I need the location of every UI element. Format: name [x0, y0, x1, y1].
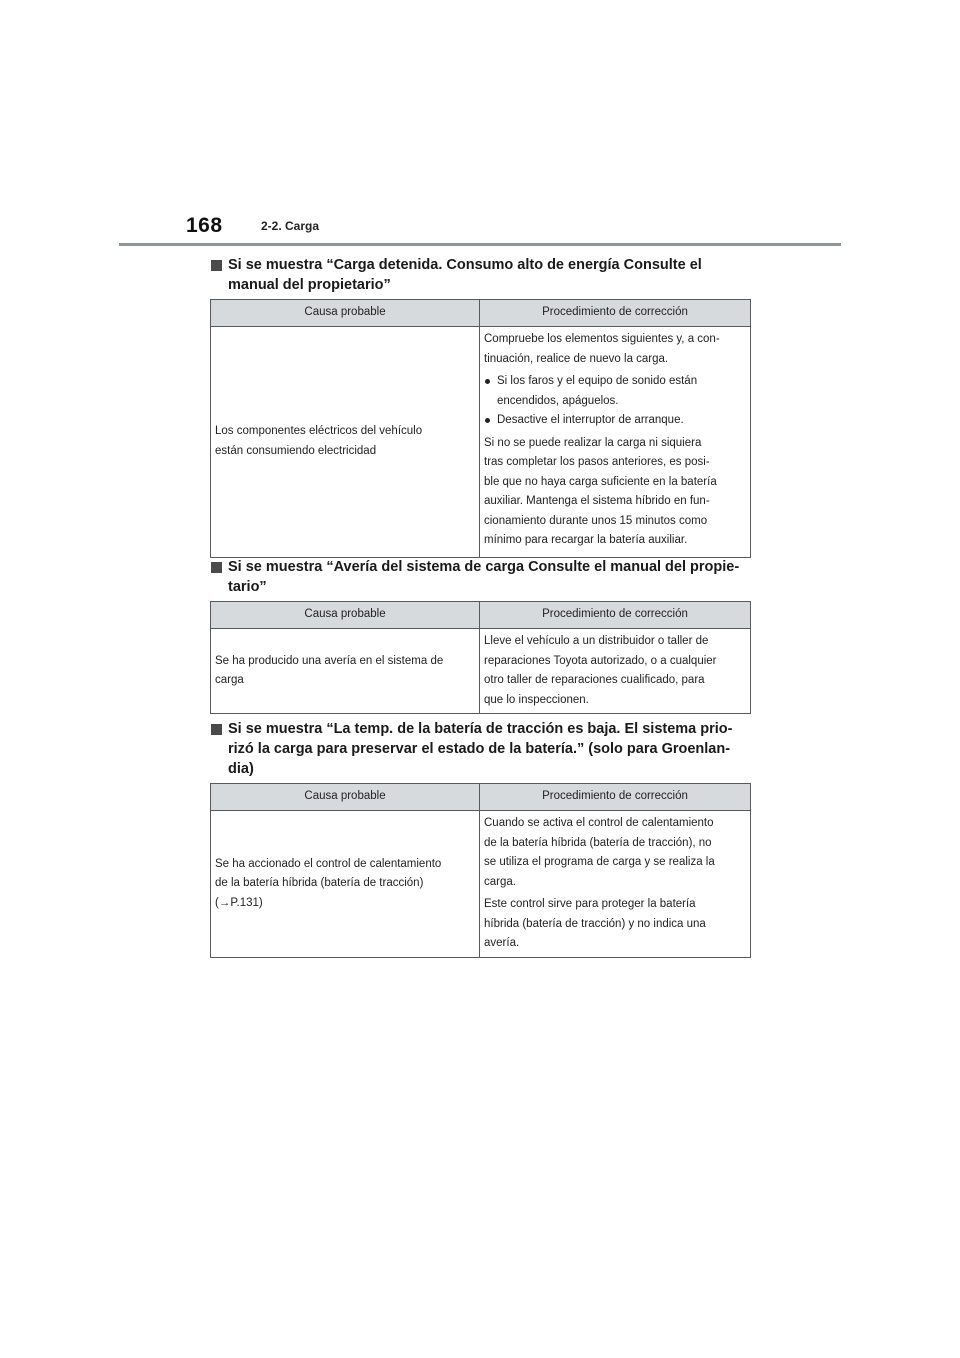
- procedure-cell: [480, 629, 751, 714]
- table-carga-detenida: [210, 299, 751, 558]
- cause-line: Los componentes eléctricos del vehículo: [215, 425, 423, 438]
- procedure-line: Cuando se activa el control de calentamiento: [484, 817, 714, 829]
- procedure-cell: [480, 811, 751, 958]
- heading-line: dia): [228, 761, 254, 777]
- column-header-procedure: Procedimiento de corrección: [480, 602, 751, 629]
- procedure-line: tras completar los pasos anteriores, es posi-: [484, 456, 710, 468]
- section-heading-3: [211, 719, 756, 779]
- square-bullet-icon: [211, 562, 222, 573]
- column-header-cause: Causa probable: [211, 602, 480, 629]
- heading-line: Si se muestra “Avería del sistema de carga Consulte el manual del propie-: [228, 559, 740, 575]
- heading-line: rizó la carga para preservar el estado de la batería.” (solo para Groenlan-: [228, 741, 731, 757]
- heading-line: manual del propietario”: [228, 277, 391, 293]
- bullet-line: encendidos, apáguelos.: [497, 394, 619, 407]
- table-row: [211, 811, 751, 958]
- table-header-row: [211, 602, 751, 629]
- procedure-line: que lo inspeccionen.: [484, 693, 589, 706]
- bullet-item: [484, 372, 746, 411]
- column-header-cause: Causa probable: [211, 300, 480, 327]
- section-heading-1: [211, 255, 756, 295]
- cause-line: Se ha accionado el control de calentamiento: [215, 857, 442, 870]
- header-divider: [119, 243, 841, 246]
- column-header-procedure: Procedimiento de corrección: [480, 300, 751, 327]
- cause-line-page-reference[interactable]: (→P.131): [215, 896, 263, 909]
- procedure-line: avería.: [484, 937, 520, 949]
- cause-cell: [211, 327, 480, 558]
- procedure-cell: [480, 327, 751, 558]
- bullet-line: Si los faros y el equipo de sonido están: [497, 375, 698, 387]
- procedure-line: Compruebe los elementos siguientes y, a con-: [484, 333, 720, 345]
- square-bullet-icon: [211, 260, 222, 271]
- bullet-item: [484, 411, 746, 431]
- procedure-line: tinuación, realice de nuevo la carga.: [484, 352, 669, 365]
- table-row: [211, 629, 751, 714]
- cause-line: de la batería híbrida (batería de tracción): [215, 877, 424, 889]
- procedure-line: reparaciones Toyota autorizado, o a cualquier: [484, 654, 717, 667]
- heading-line: tario”: [228, 579, 267, 595]
- table-header-row: [211, 300, 751, 327]
- procedure-line: mínimo para recargar la batería auxiliar.: [484, 534, 688, 546]
- cause-line: carga: [215, 674, 244, 686]
- procedure-line: ble que no haya carga suficiente en la batería: [484, 475, 717, 488]
- cause-cell: [211, 811, 480, 958]
- table-averia-sistema-carga: [210, 601, 751, 714]
- procedure-line: de la batería híbrida (batería de tracción), no: [484, 836, 712, 849]
- table-row: [211, 327, 751, 558]
- section-label: 2-2. Carga: [261, 219, 320, 233]
- procedure-line: auxiliar. Mantenga el sistema híbrido en fun-: [484, 495, 710, 507]
- cause-line: Se ha producido una avería en el sistema de: [215, 654, 444, 667]
- cause-line: están consumiendo electricidad: [215, 444, 377, 457]
- procedure-line: híbrida (batería de tracción) y no indica una: [484, 917, 706, 930]
- column-header-procedure: Procedimiento de corrección: [480, 784, 751, 811]
- procedure-line: cionamiento durante unos 15 minutos como: [484, 514, 708, 527]
- section-heading-2: [211, 557, 756, 597]
- bullet-dot-icon: [485, 418, 490, 423]
- procedure-line: Lleve el vehículo a un distribuidor o taller de: [484, 635, 709, 647]
- bullet-dot-icon: [485, 379, 490, 384]
- cause-cell: [211, 629, 480, 714]
- procedure-line: otro taller de reparaciones cualificado, para: [484, 674, 705, 686]
- heading-line: Si se muestra “Carga detenida. Consumo alto de energía Consulte el: [228, 257, 702, 273]
- procedure-line: se utiliza el programa de carga y se realiza la: [484, 856, 715, 868]
- bullet-line: Desactive el interruptor de arranque.: [497, 414, 684, 426]
- procedure-line: Este control sirve para proteger la batería: [484, 898, 696, 910]
- table-header-row: [211, 784, 751, 811]
- procedure-line: Si no se puede realizar la carga ni siquiera: [484, 436, 702, 449]
- procedure-line: carga.: [484, 875, 516, 888]
- table-temp-bateria-traccion: [210, 783, 751, 958]
- page-number: 168: [186, 214, 223, 237]
- heading-line: Si se muestra “La temp. de la batería de tracción es baja. El sistema prio-: [228, 721, 733, 737]
- square-bullet-icon: [211, 724, 222, 735]
- column-header-cause: Causa probable: [211, 784, 480, 811]
